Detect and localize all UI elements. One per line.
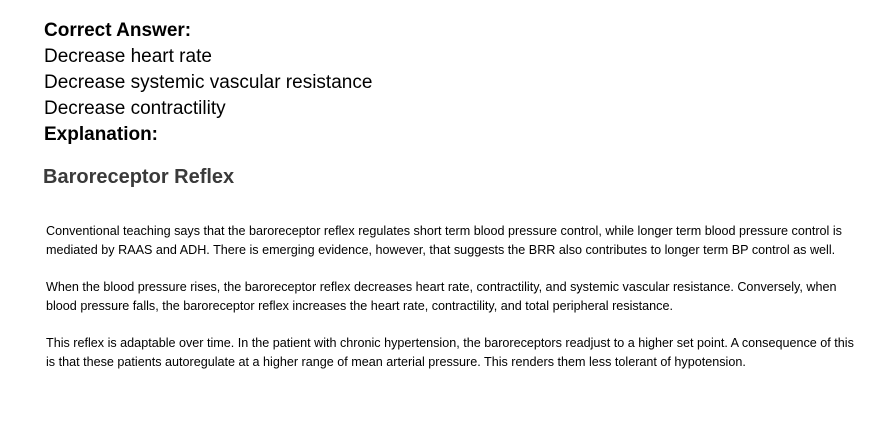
correct-answer-item: Decrease contractility [44, 98, 226, 119]
explanation-body [46, 222, 862, 390]
correct-answer-item: Decrease systemic vascular resistance [44, 72, 373, 93]
explanation-paragraph: When the blood pressure rises, the baroreceptor reflex decreases heart rate, contractility, and systemic vascular resistance. Conversely, when blood pressure falls, the baroreceptor reflex increases the heart rate, contractility, and total peripheral resistance. [46, 280, 837, 313]
correct-answer-item: Decrease heart rate [44, 46, 212, 67]
explanation-label: Explanation: [44, 124, 159, 145]
explanation-paragraph: This reflex is adaptable over time. In the patient with chronic hypertension, the baroreceptors readjust to a higher set point. A consequence of this is that these patients autoregulate at a higher range of mean arterial pressure. This renders them less tolerant of hypotension. [46, 336, 854, 369]
explanation-heading: Baroreceptor Reflex [43, 166, 235, 188]
explanation-paragraph: Conventional teaching says that the baroreceptor reflex regulates short term blood pressure control, while longer term blood pressure control is mediated by RAAS and ADH. There is emerging evidence, however, that suggests the BRR also contributes to longer term BP control as well. [46, 224, 842, 257]
answer-block [44, 18, 844, 148]
correct-answer-label: Correct Answer: [44, 20, 192, 41]
